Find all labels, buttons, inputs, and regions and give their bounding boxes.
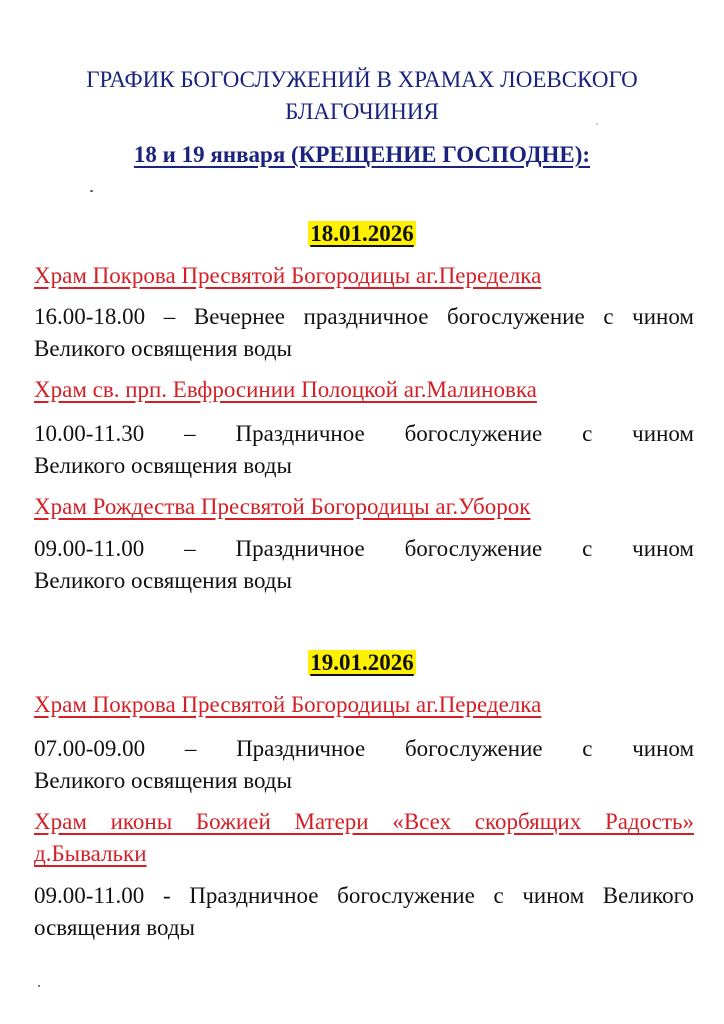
service-description <box>34 733 694 797</box>
temple-name-line2: д.Бывальки <box>34 841 147 866</box>
temple-name: Храм Рождества Пресвятой Богородицы аг.Уборок <box>34 494 531 519</box>
temple-name: Храм Покрова Пресвятой Богородицы аг.Переделка <box>34 692 542 717</box>
service-line2: Великого освящения воды <box>34 768 292 793</box>
scan-speck <box>38 985 40 987</box>
date-text-2: 19.01.2026 <box>310 650 414 675</box>
service-description <box>34 301 694 365</box>
service-line1: 10.00-11.30 – Праздничное богослужение с чином <box>34 421 694 446</box>
service-line2: освящения воды <box>34 915 195 940</box>
date-heading-2 <box>0 650 724 676</box>
scan-speck <box>90 190 93 192</box>
service-description <box>34 418 694 482</box>
service-description <box>34 533 694 597</box>
service-line1: 09.00-11.00 - Праздничное богослужение с чином Великого <box>34 883 694 908</box>
temple-name: Храм Покрова Пресвятой Богородицы аг.Переделка <box>34 263 542 288</box>
service-line1: 16.00-18.00 – Вечернее праздничное богослужение с чином <box>34 304 694 329</box>
temple-name-line1: Храм иконы Божией Матери «Всех скорбящих Радость» <box>34 809 694 834</box>
page-title-line2: БЛАГОЧИНИЯ <box>285 99 439 124</box>
temple-name: Храм св. прп. Евфросинии Полоцкой аг.Малиновка <box>34 377 537 402</box>
date-text-1: 18.01.2026 <box>310 221 414 246</box>
service-line2: Великого освящения воды <box>34 336 292 361</box>
service-description <box>34 880 694 944</box>
page-subtitle <box>30 142 694 168</box>
service-line1: 07.00-09.00 – Праздничное богослужение с чином <box>34 736 694 761</box>
date-heading-1 <box>0 221 724 247</box>
page-title-line1: ГРАФИК БОГОСЛУЖЕНИЙ В ХРАМАХ ЛОЕВСКОГО <box>86 67 638 92</box>
service-line1: 09.00-11.00 – Праздничное богослужение с чином <box>34 536 694 561</box>
service-line2: Великого освящения воды <box>34 568 292 593</box>
subtitle-text: 18 и 19 января (КРЕЩЕНИЕ ГОСПОДНЕ): <box>133 142 591 167</box>
scan-speck <box>596 123 598 125</box>
service-line2: Великого освящения воды <box>34 453 292 478</box>
